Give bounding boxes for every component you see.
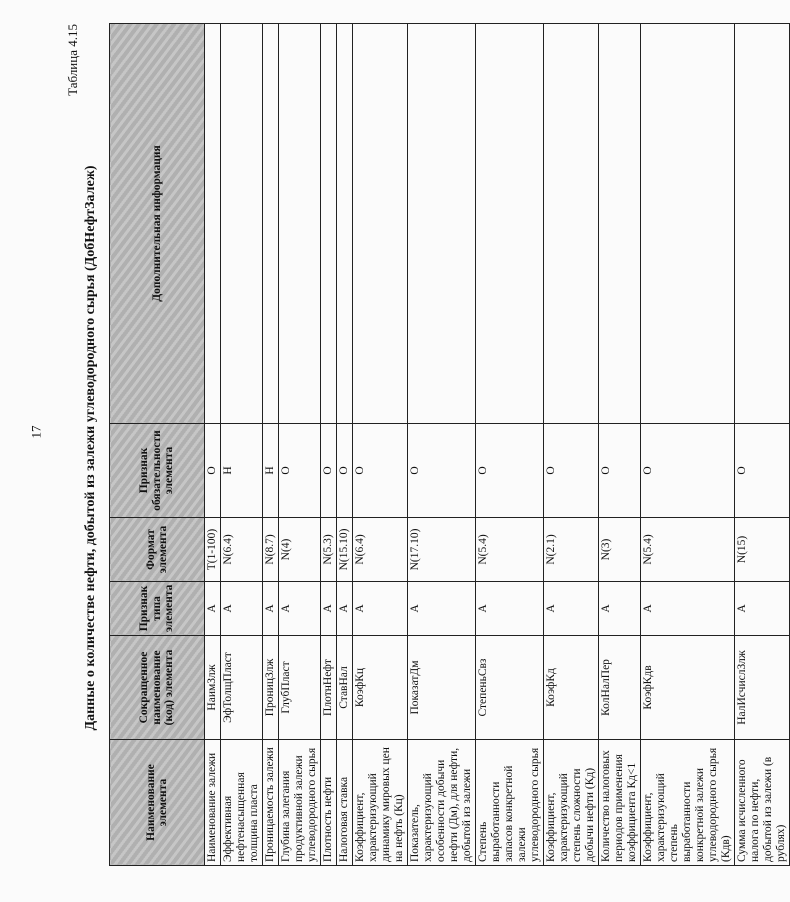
cell-name: Наименование залежи (205, 740, 221, 866)
cell-format: N(5.4) (641, 518, 735, 582)
cell-code: НалИсчислЗлж (735, 636, 790, 740)
cell-info (337, 24, 353, 424)
cell-required: О (321, 424, 337, 518)
cell-required: О (599, 424, 641, 518)
header-element-type: Признак типа элемента (110, 582, 205, 636)
table-row (337, 24, 353, 866)
cell-format: N(15) (735, 518, 790, 582)
cell-type: А (205, 582, 221, 636)
cell-name: Коэффициент, характеризующий степень сложности добычи нефти (Кд) (544, 740, 599, 866)
table-row (353, 24, 408, 866)
cell-type: А (279, 582, 321, 636)
cell-format: N(8.7) (263, 518, 279, 582)
cell-code: НаимЗлж (205, 636, 221, 740)
cell-info (408, 24, 476, 424)
table-row (641, 24, 735, 866)
cell-name: Степень выработанности запасов конкретной залежи углеводородного сырья (476, 740, 544, 866)
table-row (599, 24, 641, 866)
cell-code: КоэфКц (353, 636, 408, 740)
cell-required: О (205, 424, 221, 518)
table-row (544, 24, 599, 866)
table-row (279, 24, 321, 866)
cell-code: ЭфТолщПласт (221, 636, 263, 740)
table-row (221, 24, 263, 866)
cell-info (641, 24, 735, 424)
cell-type: А (408, 582, 476, 636)
cell-code: ГлубПласт (279, 636, 321, 740)
cell-type: А (337, 582, 353, 636)
table-row (263, 24, 279, 866)
header-element-name: Наименование элемента (110, 740, 205, 866)
cell-code: ПоказатДм (408, 636, 476, 740)
cell-format: N(5.4) (476, 518, 544, 582)
cell-info (476, 24, 544, 424)
cell-info (599, 24, 641, 424)
cell-type: А (263, 582, 279, 636)
cell-required: О (476, 424, 544, 518)
header-additional-info: Дополнительная информация (110, 24, 205, 424)
table-row (408, 24, 476, 866)
cell-info (221, 24, 263, 424)
cell-info (735, 24, 790, 424)
cell-format: N(6.4) (221, 518, 263, 582)
cell-info (353, 24, 408, 424)
cell-required: О (353, 424, 408, 518)
cell-format: N(15.10) (337, 518, 353, 582)
cell-type: А (221, 582, 263, 636)
cell-type: А (544, 582, 599, 636)
cell-format: N(6.4) (353, 518, 408, 582)
cell-name: Количество налоговых периодов применения коэффициента Кд<1 (599, 740, 641, 866)
data-table (109, 23, 790, 866)
header-element-required: Признак обязательности элемента (110, 424, 205, 518)
cell-type: А (599, 582, 641, 636)
cell-type: А (735, 582, 790, 636)
cell-info (321, 24, 337, 424)
cell-required: О (408, 424, 476, 518)
cell-required: О (279, 424, 321, 518)
cell-name: Плотность нефти (321, 740, 337, 866)
page-number: 17 (28, 425, 44, 439)
cell-code: СтавНал (337, 636, 353, 740)
cell-name: Глубина залегания продуктивной залежи углеводородного сырья (279, 740, 321, 866)
rotated-content (65, 18, 787, 878)
cell-required: О (735, 424, 790, 518)
cell-type: А (476, 582, 544, 636)
cell-type: А (321, 582, 337, 636)
table-row (205, 24, 221, 866)
header-element-format: Формат элемента (110, 518, 205, 582)
table-header-row (110, 24, 205, 866)
cell-info (205, 24, 221, 424)
cell-format: N(3) (599, 518, 641, 582)
cell-name: Налоговая ставка (337, 740, 353, 866)
cell-name: Проницаемость залежи (263, 740, 279, 866)
cell-info (544, 24, 599, 424)
cell-format: N(4) (279, 518, 321, 582)
table-row (321, 24, 337, 866)
table-row (476, 24, 544, 866)
cell-required: О (641, 424, 735, 518)
cell-code: КоэфКд (544, 636, 599, 740)
cell-code: ПроницЗлж (263, 636, 279, 740)
cell-required: Н (221, 424, 263, 518)
table-row (735, 24, 790, 866)
header-element-code: Сокращенное наименование (код) элемента (110, 636, 205, 740)
cell-info (263, 24, 279, 424)
table-title: Данные о количестве нефти, добытой из залежи углеводородного сырья (ДобНефтЗалеж) (83, 165, 98, 731)
cell-format: Т(1-100) (205, 518, 221, 582)
cell-format: N(17.10) (408, 518, 476, 582)
cell-required: О (337, 424, 353, 518)
cell-name: Коэффициент, характеризующий степень выработанности конкретной залежи углеводородного сырья (Кдв) (641, 740, 735, 866)
cell-name: Эффективная нефтенасыщенная толщина пласта (221, 740, 263, 866)
cell-required: О (544, 424, 599, 518)
table-number: Таблица 4.15 (65, 24, 80, 96)
cell-info (279, 24, 321, 424)
cell-code: ПлотнНефт (321, 636, 337, 740)
cell-name: Сумма исчисленного налога по нефти, добытой из залежи (в рублях) (735, 740, 790, 866)
cell-code: КолНалПер (599, 636, 641, 740)
cell-name: Коэффициент, характеризующий динамику мировых цен на нефть (Кц) (353, 740, 408, 866)
cell-name: Показатель, характеризующий особенности добычи нефти (Дм), для нефти, добытой из залежи (408, 740, 476, 866)
cell-format: N(5.3) (321, 518, 337, 582)
cell-code: КоэфКдв (641, 636, 735, 740)
cell-code: СтепеньСвз (476, 636, 544, 740)
cell-type: А (641, 582, 735, 636)
cell-format: N(2.1) (544, 518, 599, 582)
cell-type: А (353, 582, 408, 636)
cell-required: Н (263, 424, 279, 518)
